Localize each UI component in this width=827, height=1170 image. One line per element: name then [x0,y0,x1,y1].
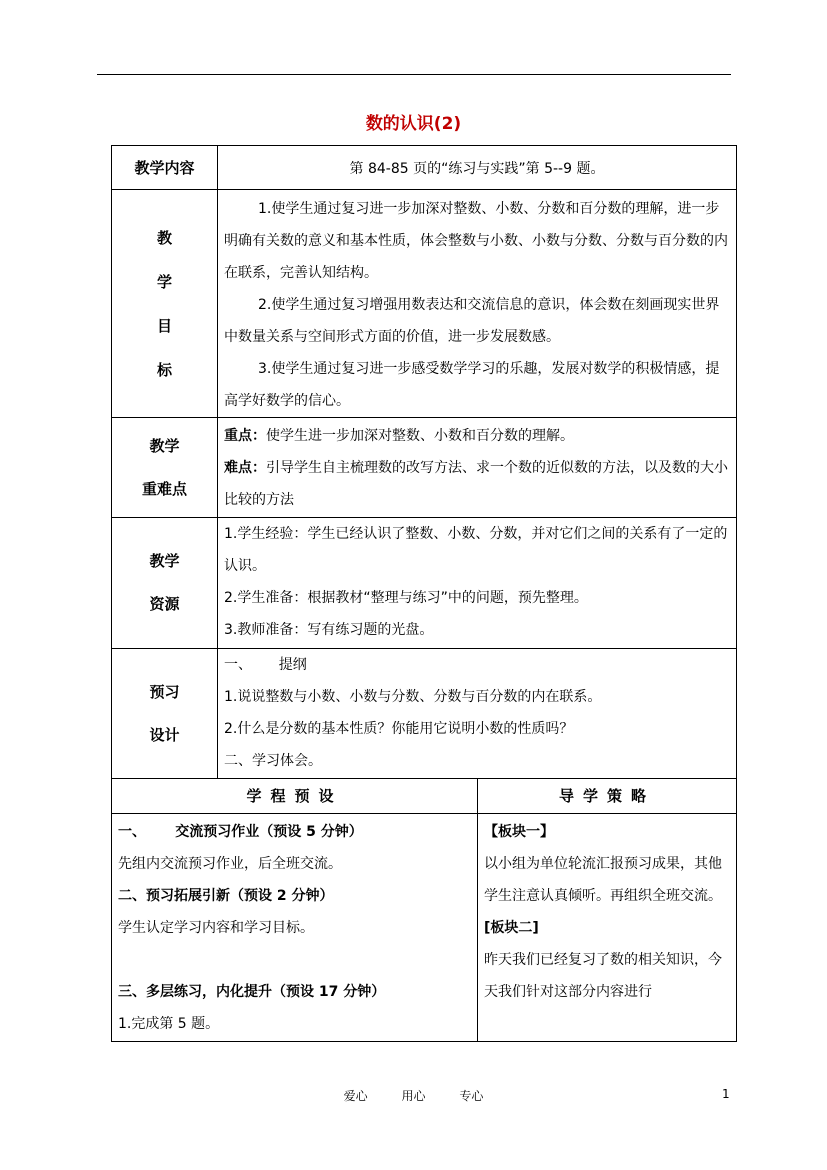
preview-item: 1.说说整数与小数、小数与分数、分数与百分数的内在联系。 [224,689,602,705]
difficulty [218,452,736,516]
preview-content [218,649,737,779]
resource-content [218,518,737,649]
page-number: 1 [722,1087,730,1101]
preview-label-line: 预习 [149,682,180,701]
resource-item: 2.学生准备：根据教材“整理与练习”中的问题，预先整理。 [224,590,588,606]
header-rule [97,74,731,75]
key-label [112,418,218,518]
goals-label-char: 标 [156,360,172,379]
resource-label [112,518,218,649]
goals-label [112,190,218,418]
key-point-text: 使学生进一步加深对整数、小数和百分数的理解。 [266,428,574,444]
row-key-points [112,418,737,518]
content-label: 教学内容 [112,146,218,190]
process-left [112,814,478,1042]
footer-item: 用心 [401,1089,426,1103]
resource-item: 1.学生经验：学生已经认识了整数、小数、分数，并对它们之间的关系有了一定的认识。 [224,526,728,574]
process-right [478,814,737,1042]
row-preview [112,649,737,779]
content-value: 第 84-85 页的“练习与实践”第 5--9 题。 [218,146,737,190]
row-process-header [112,779,737,814]
row-content [112,146,737,190]
preview-item: 2.什么是分数的基本性质？你能用它说明小数的性质吗？ [224,721,574,737]
resource-item: 3.教师准备：写有练习题的光盘。 [224,622,434,638]
key-point [218,420,736,452]
goals-label-char: 学 [156,272,172,291]
key-label-line: 重难点 [141,479,187,498]
row-resources [112,518,737,649]
process-left-header: 学程预设 [112,779,478,814]
block2-text: 昨天我们已经复习了数的相关知识，今天我们针对这部分内容进行 [484,952,722,1000]
difficulty-label: 难点： [224,460,266,476]
difficulty-text: 引导学生自主梳理数的改写方法、求一个数的近似数的方法，以及数的大小比较的方法 [224,460,728,508]
goals-label-char: 教 [156,228,172,247]
row-goals [112,190,737,418]
resource-label-line: 教学 [149,552,180,570]
process-step: 二、预习拓展引新（预设 2 分钟） [118,888,334,904]
process-step-blank [112,944,477,976]
preview-item: 一、 提纲 [224,657,307,673]
goal-item: 3.使学生通过复习进一步感受数学学习的乐趣，发展对数学的积极情感，提高学好数学的信心。 [224,361,720,409]
process-step: 先组内交流预习作业，后全班交流。 [118,856,342,872]
key-point-label: 重点： [224,428,266,444]
process-step: 1.完成第 5 题。 [118,1016,220,1032]
block1-text: 以小组为单位轮流汇报预习成果，其他学生注意认真倾听。再组织全班交流。 [484,856,722,904]
process-step: 一、 交流预习作业（预设 5 分钟） [118,824,363,840]
preview-label-line: 设计 [149,725,180,744]
process-right-header: 导学策略 [478,779,737,814]
preview-item: 二、学习体会。 [224,753,322,769]
footer-item: 专心 [459,1089,484,1103]
block1-title: 【板块一】 [484,824,554,840]
block2-title: [板块二] [484,920,539,936]
footer [0,1087,827,1104]
goals-label-char: 目 [156,316,172,335]
document-title: 数的认识(2) [365,114,462,134]
resource-label-line: 资源 [149,595,180,613]
key-content [218,418,737,518]
lesson-plan-table [111,145,737,1042]
preview-label [112,649,218,779]
key-label-line: 教学 [149,436,180,455]
process-step: 学生认定学习内容和学习目标。 [118,920,314,936]
row-process-body [112,814,737,1042]
goal-item: 1.使学生通过复习进一步加深对整数、小数、分数和百分数的理解，进一步明确有关数的意义和基本性质，体会整数与小数、小数与分数、分数与百分数的内在联系，完善认知结构。 [224,201,728,281]
footer-item: 爱心 [343,1089,368,1103]
goals-content [218,190,737,418]
goal-item: 2.使学生通过复习增强用数表达和交流信息的意识，体会数在刻画现实世界中数量关系与空间形式方面的价值，进一步发展数感。 [224,297,720,345]
process-step: 三、多层练习，内化提升（预设 17 分钟） [118,984,386,1000]
